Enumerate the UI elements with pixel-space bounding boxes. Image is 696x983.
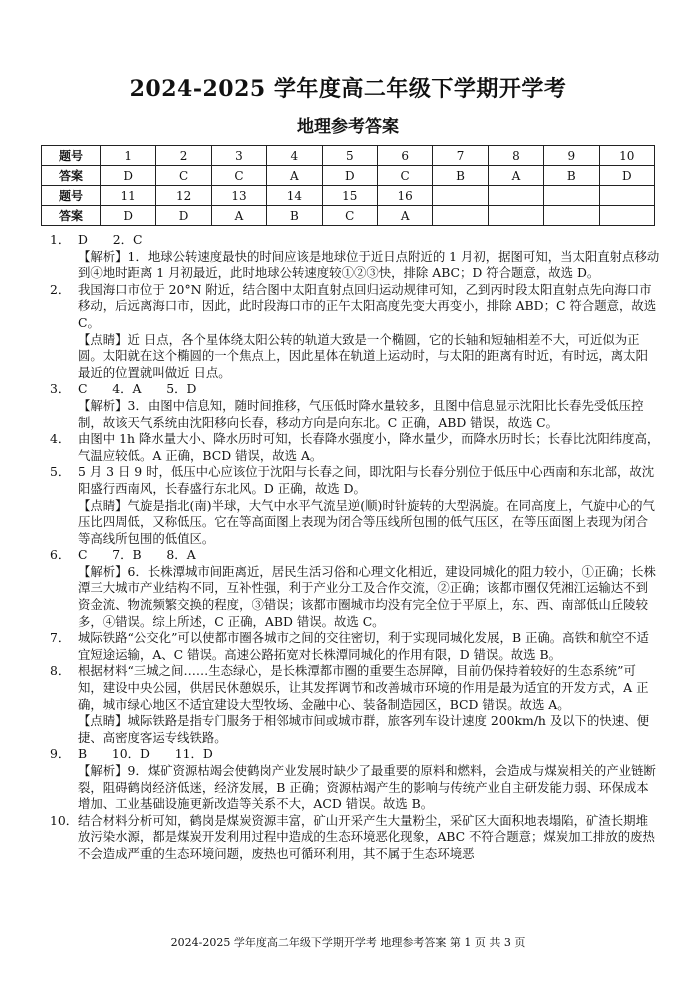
item-text: 【解析】9．煤矿资源枯竭会使鹤岗产业发展时缺少了最重要的原料和燃料，会造成与煤炭相关的产业链断裂，阻碍鹤岗经济低迷，经济发展，B 正确；资源枯竭产生的影响与传统产业自主研发能力弱、环保成本增加、工业基础设施更新改造等关系不大，ACD 错误。故选 B。 bbox=[78, 763, 656, 812]
table-cell: 2 bbox=[156, 146, 211, 166]
table-cell: B bbox=[433, 166, 488, 186]
item-text: 【点睛】气旋是指北(南)半球，大气中水平气流呈逆(顺)时针旋转的大型涡旋。在同高度上，气旋中心的气压比四周低，又称低压。它在等高面图上表现为闭合等压线所包围的低气压区，在等压面图上表现为闭合等高线所包围的低值区。 bbox=[78, 497, 655, 546]
table-cell: A bbox=[211, 206, 266, 226]
list-item bbox=[50, 398, 660, 431]
table-cell: B bbox=[267, 206, 322, 226]
table-cell: D bbox=[156, 206, 211, 226]
answer-explanations bbox=[50, 232, 660, 863]
table-cell: 8 bbox=[488, 146, 543, 166]
item-text: B 10．D 11．D bbox=[78, 746, 213, 762]
page-title: 2024-2025 学年度高二年级下学期开学考 bbox=[129, 76, 567, 102]
answer-table bbox=[41, 145, 655, 226]
item-number: 10． bbox=[50, 812, 79, 828]
table-cell: 3 bbox=[211, 146, 266, 166]
list-item bbox=[50, 564, 660, 630]
item-number: 4． bbox=[50, 431, 71, 447]
table-cell: 4 bbox=[267, 146, 322, 166]
item-text: 结合材料分析可知，鹤岗是煤炭资源丰富，矿山开采产生大量粉尘，采矿区大面积地表塌陷，矿渣长期堆放污染水源，都是煤炭开发利用过程中造成的生态环境恶化现象，ABC 不符合题意；煤炭加工排放的废热不会造成严重的生态环境问题，废热也可循环利用，其不属于生态环境恶 bbox=[78, 812, 655, 861]
item-text: 根据材料“三城之间……生态绿心，是长株潭都市圈的重要生态屏障，目前仍保持着较好的生态系统”可知，建设中央公园，供居民休憩娱乐，让其发挥调节和改善城市环境的作用是最为适宜的开发方式，A 正确，城市绿心地区不适宜建设大型牧场、金融中心、装备制造园区，BCD 错误。故选 A。 bbox=[78, 663, 649, 712]
list-item bbox=[50, 431, 660, 464]
item-number: 6． bbox=[50, 547, 71, 563]
item-text: 由图中 1h 降水量大小、降水历时可知，长春降水强度小，降水量少，而降水历时长；长春比沈阳纬度高，气温应较低。A 正确，BCD 错误，故选 A。 bbox=[78, 431, 660, 463]
item-text: 【点睛】城际铁路是指专门服务于相邻城市间或城市群，旅客列车设计速度 200km/h 及以下的快速、便捷、高密度客运专线铁路。 bbox=[78, 713, 649, 745]
list-item bbox=[50, 813, 660, 863]
table-cell: 5 bbox=[322, 146, 377, 166]
table-cell: 16 bbox=[377, 186, 432, 206]
list-item bbox=[50, 464, 660, 497]
list-item bbox=[50, 381, 660, 398]
table-cell: 10 bbox=[599, 146, 654, 166]
item-text: 5 月 3 日 9 时，低压中心应该位于沈阳与长春之间，即沈阳与长春分别位于低压中心西南和东北部，故沈阳盛行西南风，长春盛行东北风。D 正确，故选 D。 bbox=[78, 464, 655, 496]
list-item bbox=[50, 630, 660, 663]
item-text: D 2．C bbox=[78, 232, 143, 247]
item-text: 【解析】1．地球公转速度最快的时间应该是地球位于近日点附近的 1 月初，据图可知，当太阳直射点移动到④地时距离 1 月初最近，此时地球公转速度较①②③快，排除 ABC；D 符合题意，故选 D。 bbox=[78, 248, 660, 281]
table-cell: C bbox=[156, 166, 211, 186]
table-cell: C bbox=[377, 166, 432, 186]
table-cell: A bbox=[267, 166, 322, 186]
table-row bbox=[42, 166, 655, 186]
table-cell: B bbox=[544, 166, 599, 186]
table-cell bbox=[433, 206, 488, 226]
table-row bbox=[42, 146, 655, 166]
table-cell: 11 bbox=[101, 186, 156, 206]
item-text: 城际铁路“公交化”可以使都市圈各城市之间的交往密切，利于实现同城化发展，B 正确。高铁和航空不适宜短途运输，A、C 错误。高速公路拓宽对长株潭同城化的作用有限，D 错误。故选 B。 bbox=[78, 630, 649, 662]
table-cell bbox=[544, 206, 599, 226]
item-text: 我国海口市位于 20°N 附近，结合图中太阳直射点回归运动规律可知，乙到丙时段太阳直射点先向海口市移动，后远离海口市，因此，此时段海口市的正午太阳高度先变大再变小，排除 ABD；C 符合题意，故选 C。 bbox=[78, 281, 657, 330]
row-label-answer: 答案 bbox=[42, 206, 101, 226]
item-number: 2． bbox=[50, 281, 71, 297]
table-cell: D bbox=[322, 166, 377, 186]
table-cell: 6 bbox=[377, 146, 432, 166]
list-item bbox=[50, 282, 660, 332]
table-cell: C bbox=[322, 206, 377, 226]
list-item bbox=[50, 332, 660, 382]
table-cell: D bbox=[101, 206, 156, 226]
table-cell bbox=[599, 206, 654, 226]
list-item bbox=[50, 746, 660, 763]
item-text: 【解析】3．由图中信息知，随时间推移，气压低时降水量较多，且图中信息显示沈阳比长春先受低压控制，故该天气系统由沈阳移向长春，移动方向是向东北。C 正确，ABD 错误，故选 C。 bbox=[78, 397, 644, 430]
page-subtitle: 地理参考答案 bbox=[297, 117, 399, 137]
table-cell: 14 bbox=[267, 186, 322, 206]
table-cell: 7 bbox=[433, 146, 488, 166]
page-footer: 2024-2025 学年度高二年级下学期开学考 地理参考答案 第 1 页 共 3 页 bbox=[170, 936, 526, 949]
list-item bbox=[50, 232, 660, 249]
table-cell: 12 bbox=[156, 186, 211, 206]
table-cell: D bbox=[101, 166, 156, 186]
table-cell: A bbox=[377, 206, 432, 226]
table-cell bbox=[488, 186, 543, 206]
item-text: C 7．B 8．A bbox=[78, 547, 196, 563]
list-item bbox=[50, 249, 660, 282]
item-text: C 4．A 5．D bbox=[78, 381, 197, 397]
item-text: 【解析】6．长株潭城市间距离近，居民生活习俗和心理文化相近，建设同城化的阻力较小，①正确；长株潭三大城市产业结构不同，互补性强，利于产业分工及合作交流，②正确；该都市圈仅凭湘江运输达不到资金流、物流频繁交换的程度，③错误；该都市圈城市均没有完全位于平原上，东、西、南部低山丘陵较多，④错误。综上所述，C 正确，ABD 错误。故选 C。 bbox=[78, 563, 656, 629]
item-text: 【点睛】近 日点，各个星体绕太阳公转的轨道大致是一个椭圆，它的长轴和短轴相差不大，可近似为正圆。太阳就在这个椭圆的一个焦点上，因此星体在轨道上运动时，与太阳的距离有时近，有时远，离太阳最近的位置就叫做近 日点。 bbox=[78, 331, 648, 380]
row-label-question: 题号 bbox=[42, 146, 101, 166]
item-number: 5． bbox=[50, 464, 71, 480]
item-number: 1． bbox=[50, 232, 71, 247]
list-item bbox=[50, 663, 660, 713]
list-item bbox=[50, 713, 660, 746]
table-cell bbox=[544, 186, 599, 206]
table-cell: 15 bbox=[322, 186, 377, 206]
list-item bbox=[50, 547, 660, 564]
row-label-answer: 答案 bbox=[42, 166, 101, 186]
table-cell: A bbox=[488, 166, 543, 186]
table-row bbox=[42, 186, 655, 206]
row-label-question: 题号 bbox=[42, 186, 101, 206]
table-cell: 9 bbox=[544, 146, 599, 166]
list-item bbox=[50, 498, 660, 548]
list-item bbox=[50, 763, 660, 813]
table-cell: D bbox=[599, 166, 654, 186]
item-number: 7． bbox=[50, 630, 71, 646]
item-number: 9． bbox=[50, 746, 71, 762]
table-cell bbox=[599, 186, 654, 206]
table-cell bbox=[488, 206, 543, 226]
table-row bbox=[42, 206, 655, 226]
table-cell bbox=[433, 186, 488, 206]
table-cell: 13 bbox=[211, 186, 266, 206]
table-cell: 1 bbox=[101, 146, 156, 166]
item-number: 3． bbox=[50, 381, 71, 397]
item-number: 8． bbox=[50, 663, 71, 679]
table-cell: C bbox=[211, 166, 266, 186]
